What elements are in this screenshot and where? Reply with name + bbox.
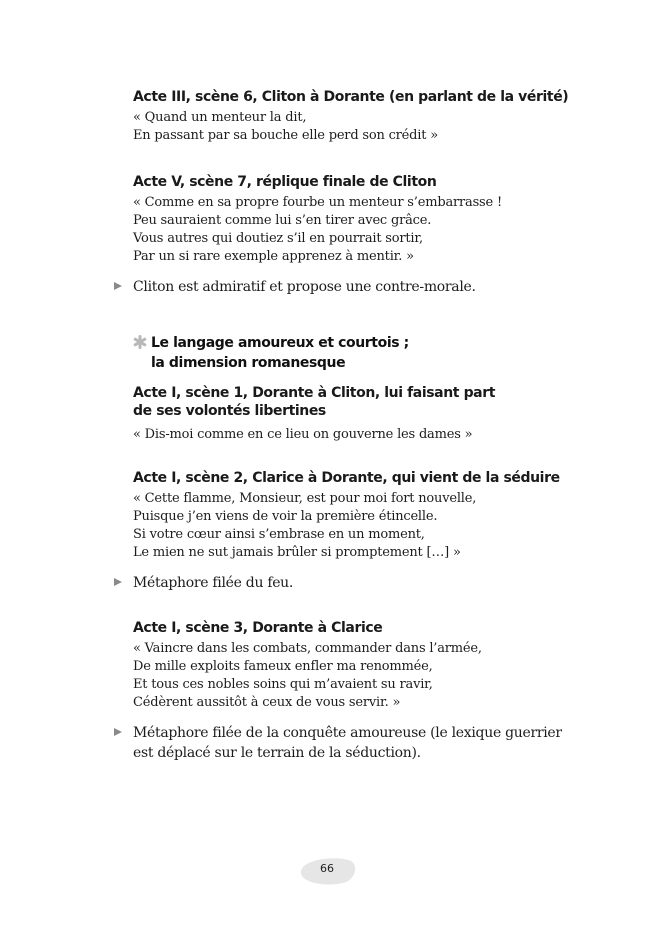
page-number: 66 [320,862,334,875]
commentary-note [113,573,563,593]
note-line: Cliton est admiratif et propose une contre-morale. [133,279,476,295]
quote-line: Et tous ces nobles soins qui m’avaient su ravir, [133,677,433,692]
quote-block [133,88,573,145]
asterisk-icon [133,333,151,373]
heading-line: Acte I, scène 1, Dorante à Cliton, lui faisant part [133,385,496,401]
quote-line: « Comme en sa propre fourbe un menteur s’embarrasse ! [133,195,502,210]
quote-line: Vous autres qui doutiez s’il en pourrait sortir, [133,231,423,246]
triangle-right-icon [113,277,133,297]
quote-text [133,426,573,444]
triangle-right-icon [113,723,133,763]
note-line: Métaphore filée du feu. [133,575,294,591]
triangle-right-icon [113,573,133,593]
quote-text [133,490,573,562]
note-line: est déplacé sur le terrain de la séduction). [133,745,421,761]
section-title-line: la dimension romanesque [151,355,346,371]
quote-text [133,194,573,266]
quote-line: « Quand un menteur la dit, [133,110,307,125]
quote-heading: Acte V, scène 7, réplique finale de Cliton [133,174,437,190]
note-text [133,723,562,763]
note-text [133,573,293,593]
note-text [133,277,476,297]
section-title-line: Le langage amoureux et courtois ; [151,335,409,351]
note-line: Métaphore filée de la conquête amoureuse (le lexique guerrier [133,725,562,741]
quote-block [133,384,573,444]
quote-line: En passant par sa bouche elle perd son crédit » [133,128,438,143]
quote-block [133,173,573,266]
page-number-badge [297,853,357,887]
commentary-note [113,277,563,297]
quote-block [133,619,573,712]
quote-line: « Vaincre dans les combats, commander dans l’armée, [133,641,482,656]
quote-line: Peu sauraient comme lui s’en tirer avec grâce. [133,213,432,228]
quote-block [133,469,573,562]
commentary-note [113,723,563,763]
quote-heading: Acte I, scène 3, Dorante à Clarice [133,620,383,636]
quote-line: Si votre cœur ainsi s’embrase en un moment, [133,527,425,542]
quote-line: Puisque j’en viens de voir la première étincelle. [133,509,438,524]
quote-heading [133,384,573,420]
quote-heading: Acte I, scène 2, Clarice à Dorante, qui vient de la séduire [133,470,560,486]
quote-line: De mille exploits fameux enfler ma renommée, [133,659,433,674]
quote-line: « Dis-moi comme en ce lieu on gouverne les dames » [133,427,473,442]
quote-heading: Acte III, scène 6, Cliton à Dorante (en parlant de la vérité) [133,89,569,105]
quote-text [133,109,573,145]
quote-text [133,640,573,712]
quote-line: Cédèrent aussitôt à ceux de vous servir. » [133,695,401,710]
heading-line: de ses volontés libertines [133,403,326,419]
section-title [133,333,409,373]
quote-line: Le mien ne sut jamais brûler si promptement […] » [133,545,461,560]
section-title-text [151,333,409,373]
quote-line: « Cette flamme, Monsieur, est pour moi fort nouvelle, [133,491,477,506]
quote-line: Par un si rare exemple apprenez à mentir. » [133,249,414,264]
